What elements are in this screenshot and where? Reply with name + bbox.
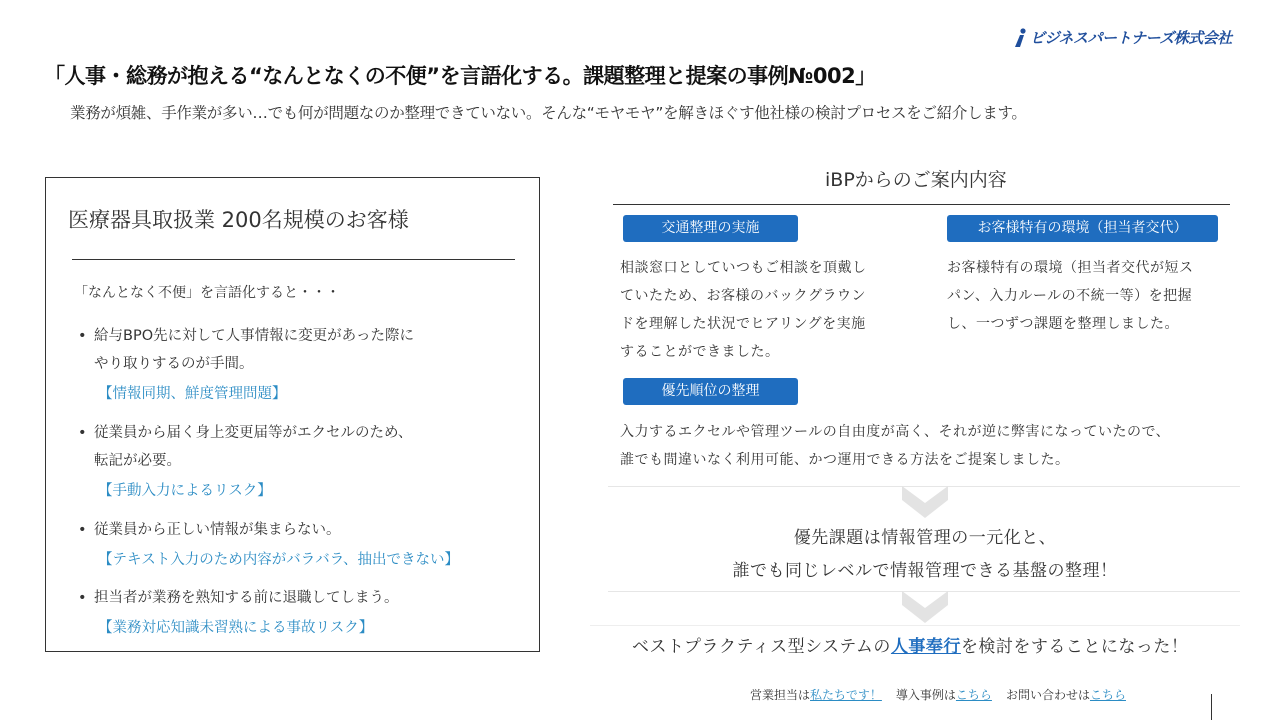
- section-line: 相談窓口としていつもご相談を頂戴し: [620, 260, 867, 276]
- issue-tag: 【情報同期、鮮度管理問題】: [98, 386, 287, 402]
- issue-tag: 【手動入力によるリスク】: [98, 483, 272, 499]
- customer-case-box: [45, 177, 540, 652]
- issue-tag: 【業務対応知識未習熟による事故リスク】: [98, 620, 374, 636]
- final-text: ベストプラクティス型システムの: [632, 637, 891, 657]
- final-text: を検討をすることになった！: [960, 637, 1189, 657]
- customer-heading: 医療器具取扱業 200名規模のお客様: [68, 208, 409, 232]
- section-line: お客様特有の環境（担当者交代が短ス: [947, 260, 1194, 276]
- footer-links: [750, 686, 1126, 703]
- issue-line: 給与BPO先に対して人事情報に変更があった際に: [94, 328, 414, 344]
- issue-tag: 【テキスト入力のため内容がバラバラ、抽出できない】: [98, 552, 460, 568]
- section-text-traffic: [620, 254, 867, 366]
- proposal-divider: [613, 204, 1230, 205]
- logo-mark-icon: [1012, 28, 1028, 48]
- page-subtitle: 業務が煩雑、手作業が多い…でも何が問題なのか整理できていない。そんな“モヤモヤ”を解きほぐす他社様の検討プロセスをご紹介します。: [70, 104, 1027, 122]
- footer-divider: [1211, 694, 1212, 720]
- footer-text: 営業担当は: [750, 688, 811, 702]
- intro-text: 「なんとなく不便」を言語化すると・・・: [74, 285, 340, 301]
- company-logo: [1012, 27, 1232, 51]
- section-line: ていたため、お客様のバックグラウン: [620, 288, 866, 304]
- bullet-dot-icon: •: [78, 328, 87, 344]
- flow-divider: [590, 625, 1240, 626]
- conclusion-line: 優先課題は情報管理の一元化と、: [793, 528, 1057, 548]
- issue-line: やり取りするのが手間。: [94, 356, 254, 372]
- issue-line: 従業員から正しい情報が集まらない。: [94, 522, 341, 538]
- bullet-dot-icon: •: [78, 425, 87, 441]
- section-line: することができました。: [620, 344, 780, 360]
- heading-divider: [72, 259, 515, 260]
- bullet-dot-icon: •: [78, 590, 87, 606]
- footer-text: 導入事例は: [895, 688, 956, 702]
- case-study-link[interactable]: こちら: [955, 688, 992, 702]
- chevron-down-icon: [900, 486, 950, 520]
- section-line: 誰でも間違いなく利用可能、かつ運用できる方法をご提案しました。: [620, 452, 1070, 468]
- section-line: 入力するエクセルや管理ツールの自由度が高く、それが逆に弊害になっていたので、: [620, 424, 1171, 440]
- issue-line: 担当者が業務を熟知する前に退職してしまう。: [94, 590, 399, 606]
- proposal-title: iBPからのご案内内容: [825, 169, 1007, 191]
- logo-text: ビジネスパートナーズ株式会社: [1030, 29, 1232, 47]
- section-line: ドを理解した状況でヒアリングを実施: [620, 316, 866, 332]
- section-text-priority: [620, 418, 1170, 474]
- contact-link[interactable]: こちら: [1089, 688, 1126, 702]
- section-line: し、一つずつ課題を整理しました。: [947, 316, 1179, 332]
- issue-line: 転記が必要。: [94, 453, 181, 469]
- page-title: 「人事・総務が抱える“なんとなくの不便”を言語化する。課題整理と提案の事例№002」: [44, 64, 876, 88]
- product-link[interactable]: 人事奉行: [890, 637, 961, 657]
- sales-contact-link[interactable]: 私たちです！: [810, 688, 882, 702]
- section-label-environment: お客様特有の環境（担当者交代）: [947, 215, 1218, 242]
- section-text-environment: [947, 254, 1194, 338]
- issue-line: 従業員から届く身上変更届等がエクセルのため、: [94, 425, 413, 441]
- section-label-priority: 優先順位の整理: [623, 378, 798, 405]
- conclusion-line: 誰でも同じレベルで情報管理できる基盤の整理！: [732, 561, 1118, 581]
- final-statement: [632, 632, 1188, 657]
- section-label-traffic: 交通整理の実施: [623, 215, 798, 242]
- bullet-dot-icon: •: [78, 522, 87, 538]
- section-line: パン、入力ルールの不統一等）を把握: [947, 288, 1193, 304]
- chevron-down-icon: [900, 591, 950, 625]
- footer-text: お問い合わせは: [1005, 688, 1090, 702]
